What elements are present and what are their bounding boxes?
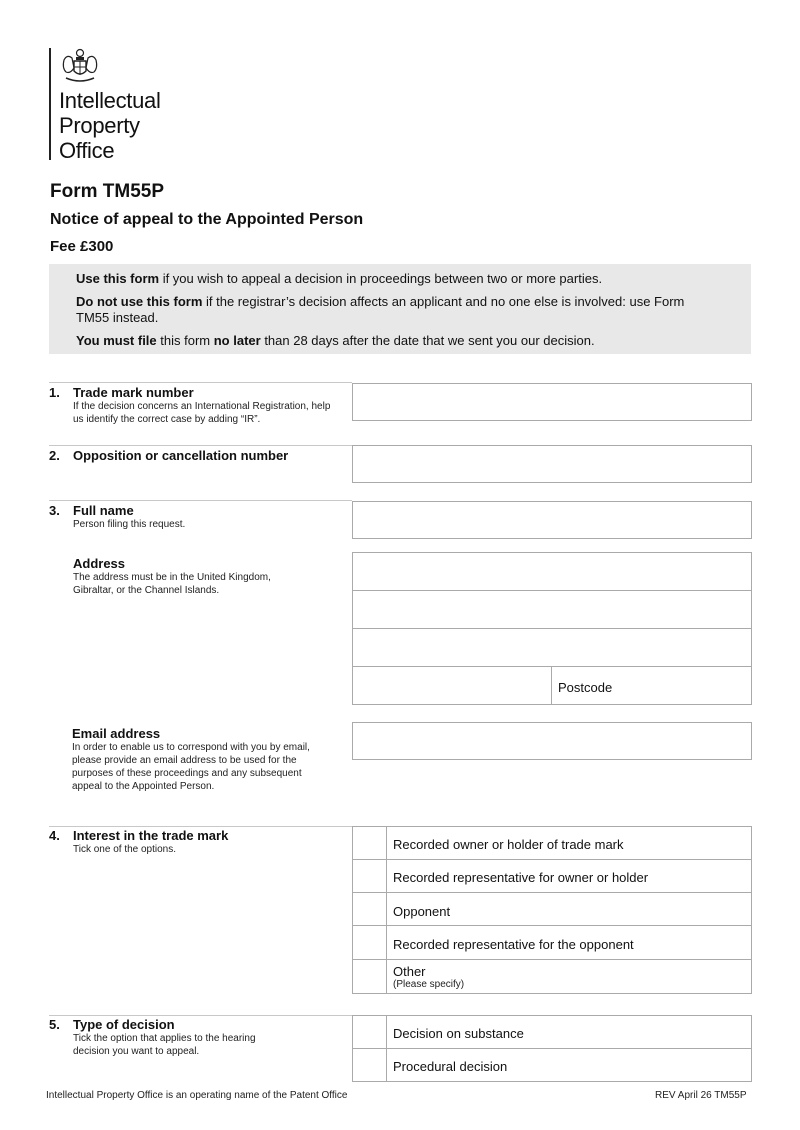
q5-checkbox-procedural[interactable]	[352, 1048, 387, 1082]
footer-org-note: Intellectual Property Office is an operating name of the Patent Office	[46, 1090, 348, 1101]
q4-option-opponent: Opponent	[386, 892, 752, 926]
q3-number: 3.	[49, 503, 60, 518]
postcode-label: Postcode	[558, 680, 613, 695]
q1-hint: If the decision concerns an International Registration, help us identify the correct case by adding “IR”.	[73, 401, 331, 425]
opposition-number-field[interactable]	[352, 445, 752, 483]
q3-label: Full name	[73, 503, 134, 518]
q1-number: 1.	[49, 385, 60, 400]
q1-label: Trade mark number	[73, 385, 194, 400]
form-title: Form TM55P	[50, 181, 165, 202]
q3-hint: Person filing this request.	[73, 519, 186, 530]
q4-option-other: Other (Please specify)	[386, 959, 752, 994]
q4-option-opponent-rep: Recorded representative for the opponent	[386, 925, 752, 960]
q2-number: 2.	[49, 448, 60, 463]
q5-label: Type of decision	[73, 1017, 175, 1032]
org-name: Intellectual Property Office	[59, 88, 161, 163]
notice-box	[49, 264, 751, 354]
q4-option-owner-rep: Recorded representative for owner or holder	[386, 859, 752, 893]
other-specify-hint: (Please specify)	[393, 979, 465, 990]
notice-deadline: You must file this form no later than 28 days after the date that we sent you our decision.	[76, 333, 595, 348]
logo-bar	[49, 48, 51, 160]
notice-use: Use this form if you wish to appeal a decision in proceedings between two or more parties.	[76, 271, 603, 286]
footer-revision: REV April 26 TM55P	[655, 1090, 747, 1101]
q5-option-substance: Decision on substance	[386, 1015, 752, 1049]
full-name-field[interactable]	[352, 501, 752, 539]
divider	[49, 826, 352, 827]
q4-hint: Tick one of the options.	[73, 844, 177, 855]
address-line-2-field[interactable]	[352, 590, 752, 629]
address-line-1-field[interactable]	[352, 552, 752, 591]
notice-do-not-use: Do not use this form if the registrar’s decision affects an applicant and no one else is involved: use Form TM55 instead.	[76, 294, 685, 325]
divider	[49, 382, 352, 383]
royal-crest-icon	[60, 48, 100, 84]
q4-option-owner: Recorded owner or holder of trade mark	[386, 826, 752, 860]
q4-checkbox-owner-rep[interactable]	[352, 859, 387, 893]
q5-checkbox-substance[interactable]	[352, 1015, 387, 1049]
email-label: Email address	[72, 726, 161, 741]
trade-mark-number-field[interactable]	[352, 383, 752, 421]
divider	[49, 500, 352, 501]
q5-option-procedural: Procedural decision	[386, 1048, 752, 1082]
q4-number: 4.	[49, 828, 60, 843]
email-field[interactable]	[352, 722, 752, 760]
form-subtitle: Notice of appeal to the Appointed Person	[50, 211, 364, 228]
q4-checkbox-opponent-rep[interactable]	[352, 925, 387, 960]
q5-hint: Tick the option that applies to the hearing decision you want to appeal.	[73, 1033, 256, 1057]
address-label: Address	[73, 556, 126, 571]
address-line-3-field[interactable]	[352, 628, 752, 667]
form-fee: Fee £300	[50, 238, 114, 255]
q4-checkbox-owner[interactable]	[352, 826, 387, 860]
q2-label: Opposition or cancellation number	[73, 448, 289, 463]
q4-checkbox-opponent[interactable]	[352, 892, 387, 926]
email-hint: In order to enable us to correspond with you by email, please provide an email address to be used for the purposes of these proceedings and any subsequent appeal to the Appointed Person.	[72, 742, 310, 792]
address-hint: The address must be in the United Kingdom, Gibraltar, or the Channel Islands.	[73, 572, 271, 596]
postcode-field[interactable]	[551, 666, 752, 705]
q4-checkbox-other[interactable]	[352, 959, 387, 994]
address-line-4-field[interactable]	[352, 666, 552, 705]
divider	[49, 1015, 352, 1016]
q5-number: 5.	[49, 1017, 60, 1032]
q4-label: Interest in the trade mark	[73, 828, 229, 843]
divider	[49, 445, 352, 446]
